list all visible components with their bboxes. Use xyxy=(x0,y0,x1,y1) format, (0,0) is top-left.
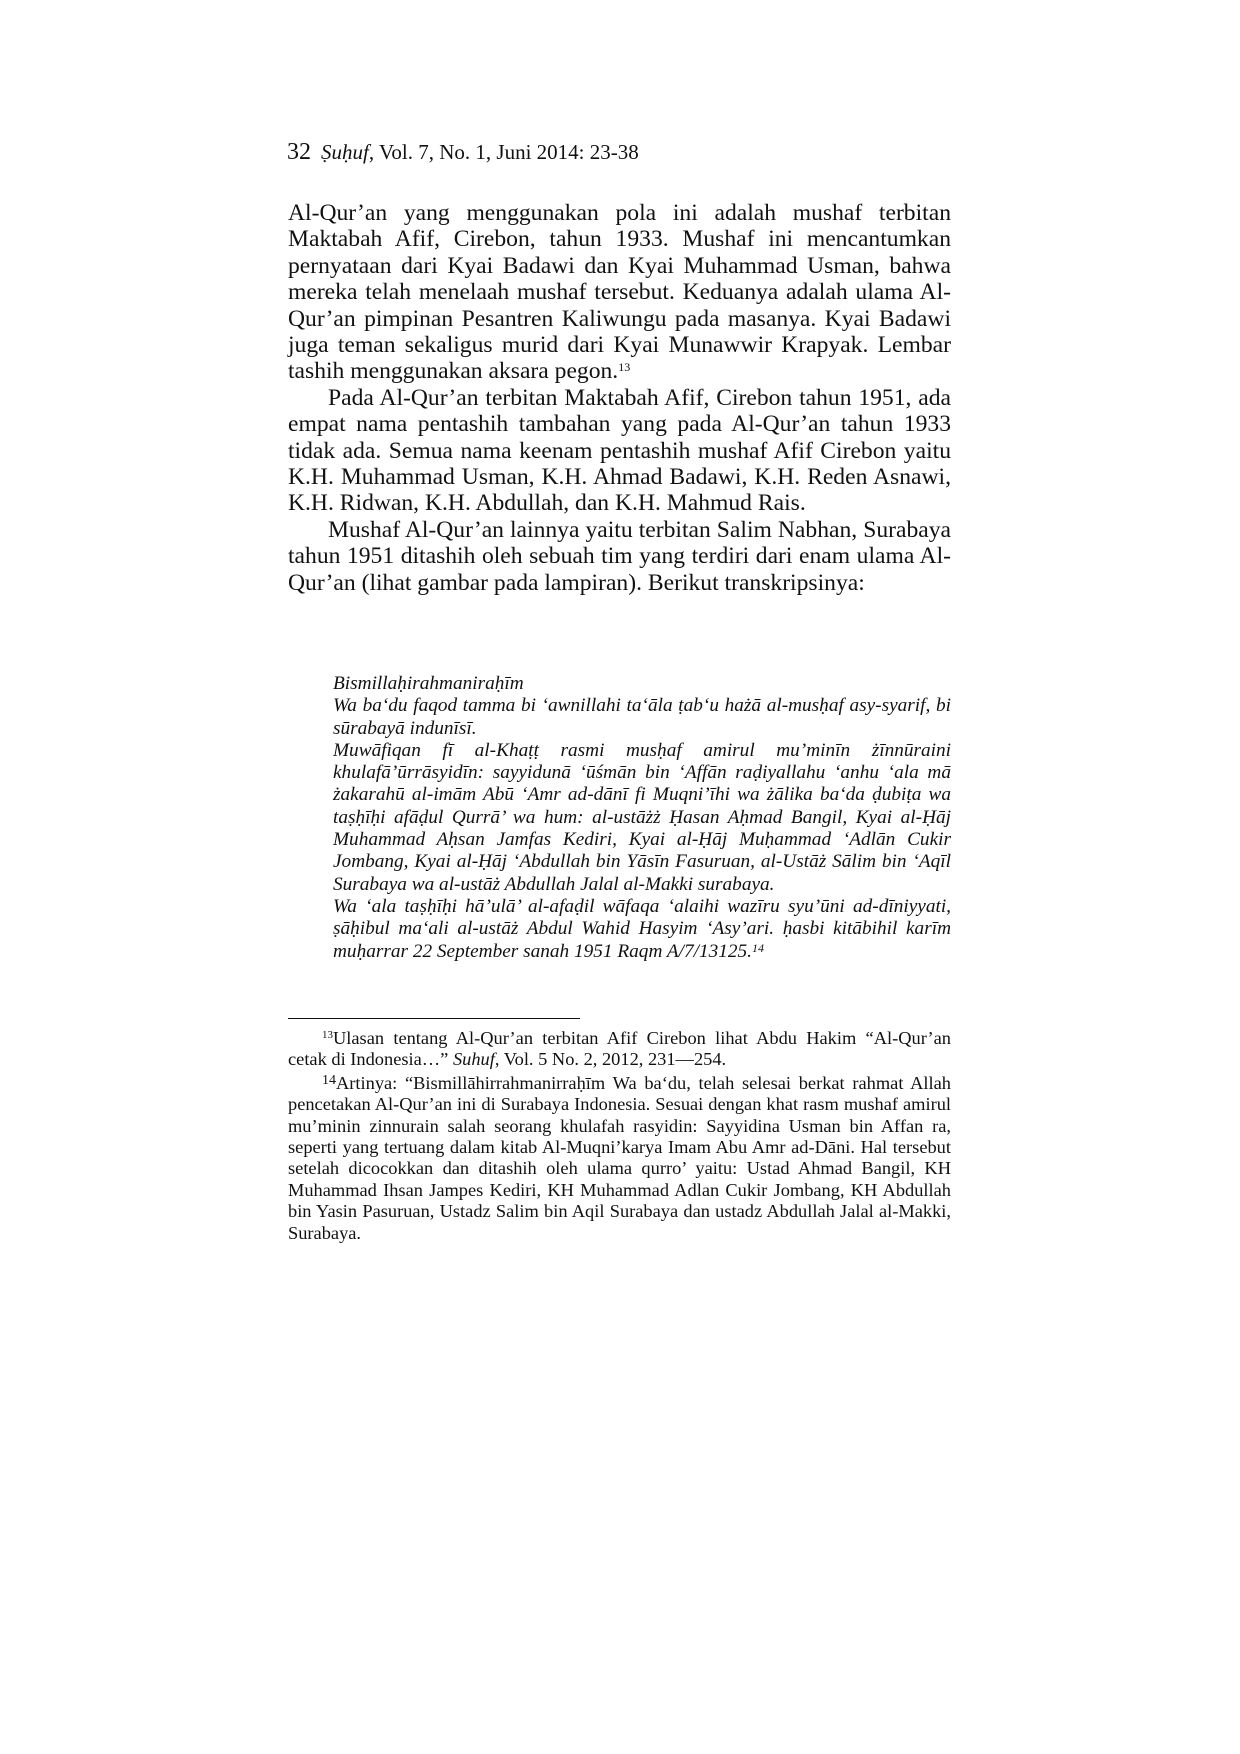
paragraph-3: Mushaf Al-Qur’an lainnya yaitu terbitan Salim Nabhan, Surabaya tahun 1951 ditashih oleh sebuah tim yang terdiri dari enam ulama Al-Qur’an (lihat gambar pada lampiran). Berikut transkripsinya: xyxy=(288,516,951,596)
footnote-13-number: 13 xyxy=(322,1029,333,1041)
footnote-14 xyxy=(288,1073,951,1244)
footnote-14-number: 14 xyxy=(322,1072,336,1088)
transcription-block xyxy=(333,673,951,963)
paragraph-1 xyxy=(288,200,951,385)
footnote-ref-13[interactable]: 13 xyxy=(618,360,631,375)
quote-line-4 xyxy=(333,896,951,963)
running-header xyxy=(287,139,639,166)
footnote-13-text-a: Ulasan tentang Al-Qur’an terbitan Afif Cirebon lihat Abdu Hakim “Al-Qur’an cetak di Indonesia…” xyxy=(288,1028,951,1070)
footnote-divider xyxy=(288,1018,580,1019)
paragraph-1-text: Al-Qur’an yang menggunakan pola ini adalah mushaf terbitan Maktabah Afif, Cirebon, tahun 1933. Mushaf ini mencantumkan pernyataan dari Kyai Badawi dan Kyai Muhammad Usman, bahwa mereka telah menelaah mushaf tersebut. Keduanya adalah ulama Al-Qur’an pimpinan Pesantren Kaliwungu pada masanya. Kyai Badawi juga teman sekaligus murid dari Kyai Munawwir Krapyak. Lembar tashih menggunakan aksara pegon. xyxy=(288,200,951,385)
footnotes xyxy=(288,1028,951,1246)
journal-name: Ṣuḥuf xyxy=(321,140,369,164)
quote-line-4-text: Wa ‘ala taṣḥīḥi hā’ulā’ al-afaḍil wāfaqa ‘alaihi wazīru syu’ūni ad-dīniyyati, ṣāḥibul ma‘ali al-ustāż Abdul Wahid Hasyim ‘Asy’ari. ḥasbi kitābihil karīm muḥarrar 22 September sanah 1951 Raqm A/7/13125. xyxy=(333,895,951,962)
footnote-13-journal: Suhuf xyxy=(452,1049,495,1070)
quote-line-2: Wa ba‘du faqod tamma bi ‘awnillahi ta‘āla ṭab‘u hażā al-musḥaf asy-syarif, bi sūrabayā indunīsī. xyxy=(333,695,951,739)
paragraph-2: Pada Al-Qur’an terbitan Maktabah Afif, Cirebon tahun 1951, ada empat nama pentashih tambahan yang pada Al-Qur’an tahun 1933 tidak ada. Semua nama keenam pentashih mushaf Afif Cirebon yaitu K.H. Muhammad Usman, K.H. Ahmad Badawi, K.H. Reden Asnawi, K.H. Ridwan, K.H. Abdullah, dan K.H. Mahmud Rais. xyxy=(288,384,951,517)
page-number: 32 xyxy=(287,139,311,165)
footnote-13-text-b: , Vol. 5 No. 2, 2012, 231—254. xyxy=(494,1049,727,1070)
quote-line-1: Bismillaḥirahmaniraḥīm xyxy=(333,673,524,694)
footnote-13 xyxy=(288,1028,951,1071)
main-text xyxy=(288,200,951,596)
quote-line-3: Muwāfiqan fī al-Khaṭṭ rasmi musḥaf amirul mu’minīn żīnnūraini khulafā’ūrrāsyidīn: sayyidunā ‘ūśmān bin ‘Affān raḍiyallahu ‘anhu ‘ala mā żakarahū al-imām Abū ‘Amr ad-dānī fi Muqni’īhi wa żālika ba‘da ḍubiṭa wa taṣḥīḥi afāḍul Qurrā’ wa hum: al-ustāżż Ḥasan Aḥmad Bangil, Kyai al-Ḥāj Muhammad Aḥsan Jamfas Kediri, Kyai al-Ḥāj Muḥammad ‘Adlān Cukir Jombang, Kyai al-Ḥāj ‘Abdullah bin Yāsīn Fasuruan, al-Ustāż Sālim bin ‘Aqīl Surabaya wa al-ustāż Abdullah Jalal al-Makki surabaya. xyxy=(333,739,951,895)
footnote-14-text: Artinya: “Bismillāhirrahmanirraḥīm Wa ba‘du, telah selesai berkat rahmat Allah pencetakan Al-Qur’an ini di Surabaya Indonesia. Sesuai dengan khat rasm mushaf amirul mu’minin zinnurain salah seorang khulafah rasyidin: Sayyidina Usman bin Affan ra, seperti yang tertuang dalam kitab Al-Muqni’karya Imam Abu Amr ad-Dāni. Hal tersebut setelah dicocokkan dan ditashih oleh ulama qurro’ yaitu: Ustad Ahmad Bangil, KH Muhammad Ihsan Jampes Kediri, KH Muhammad Adlan Cukir Jombang, KH Abdullah bin Yasin Pasuruan, Ustadz Salim bin Aqil Surabaya dan ustadz Abdullah Jalal al-Makki, Surabaya. xyxy=(288,1072,951,1243)
footnote-ref-14[interactable]: 14 xyxy=(752,940,764,955)
journal-citation: , Vol. 7, No. 1, Juni 2014: 23-38 xyxy=(368,140,639,164)
